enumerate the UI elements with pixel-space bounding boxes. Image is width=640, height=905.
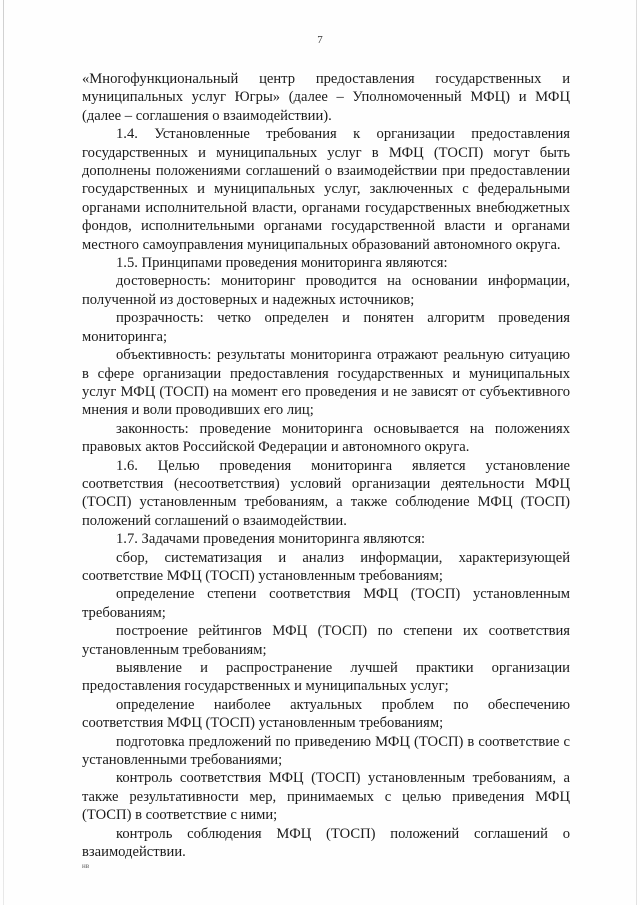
page-number: 7: [317, 34, 323, 46]
paragraph-1-4: 1.4. Установленные требования к организации предоставления государственных и муниципальных услуг в МФЦ (ТОСП) могут быть дополнены положениями соглашений о взаимодействии при предоставлении государственных и муниципальных услуг, заключенных с федеральными органами исполнительной власти, органами государственных внебюджетных фондов, исполнительными органами государственной власти и органами местного самоуправления муниципальных образований автономного округа.: [82, 126, 570, 253]
task-item: построение рейтингов МФЦ (ТОСП) по степени их соответствия установленным требованиям;: [82, 623, 570, 658]
footer-mark: нв: [82, 862, 90, 870]
page-edge-right: [636, 0, 637, 905]
principle-legality: законность: проведение мониторинга основывается на положениях правовых актов Российской Федерации и автономного округа.: [82, 420, 570, 456]
task-item: определение наиболее актуальных проблем по обеспечению соответствия МФЦ (ТОСП) установленным требованиям;: [82, 696, 570, 732]
task-item: выявление и распространение лучшей практики организации предоставления государственных и муниципальных услуг;: [82, 660, 570, 695]
paragraph-intro-continuation: «Многофункциональный центр предоставления государственных и муниципальных услуг Югры» (далее – Уполномоченный МФЦ) и МФЦ (далее – соглашения о взаимодействии).: [82, 71, 570, 124]
page-edge-left: [3, 0, 4, 905]
paragraph-1-6: 1.6. Целью проведения мониторинга является установление соответствия (несоответствия) условий организации деятельности МФЦ (ТОСП) установленным требованиям, а также соблюдение МФЦ (ТОСП) положений соглашений о взаимодействии.: [82, 457, 570, 529]
task-item: контроль соответствия МФЦ (ТОСП) установленным требованиям, а также результативности мер, принимаемых с целью приведения МФЦ (ТОСП) в соответствие с ними;: [82, 770, 570, 824]
task-item: подготовка предложений по приведению МФЦ (ТОСП) в соответствие с установленными требованиями;: [82, 733, 570, 769]
principle-transparency: прозрачность: четко определен и понятен алгоритм проведения мониторинга;: [82, 310, 570, 345]
task-item: контроль соблюдения МФЦ (ТОСП) положений соглашений о взаимодействии.: [82, 825, 570, 861]
principle-objectivity: объективность: результаты мониторинга отражают реальную ситуацию в сфере организации предоставления государственных и муниципальных услуг МФЦ (ТОСП) на момент его проведения и не зависят от субъективного мнения и воли проводивших его лиц;: [82, 347, 570, 419]
paragraph-1-5: 1.5. Принципами проведения мониторинга являются:: [116, 255, 448, 272]
paragraph-1-7: 1.7. Задачами проведения мониторинга являются:: [116, 531, 426, 548]
task-item: сбор, систематизация и анализ информации, характеризующей соответствие МФЦ (ТОСП) установленным требованиям;: [82, 549, 570, 584]
document-body: [82, 70, 570, 861]
task-item: определение степени соответствия МФЦ (ТОСП) установленным требованиям;: [82, 586, 570, 621]
principle-reliability: достоверность: мониторинг проводится на основании информации, полученной из достоверных и надежных источников;: [82, 273, 570, 308]
